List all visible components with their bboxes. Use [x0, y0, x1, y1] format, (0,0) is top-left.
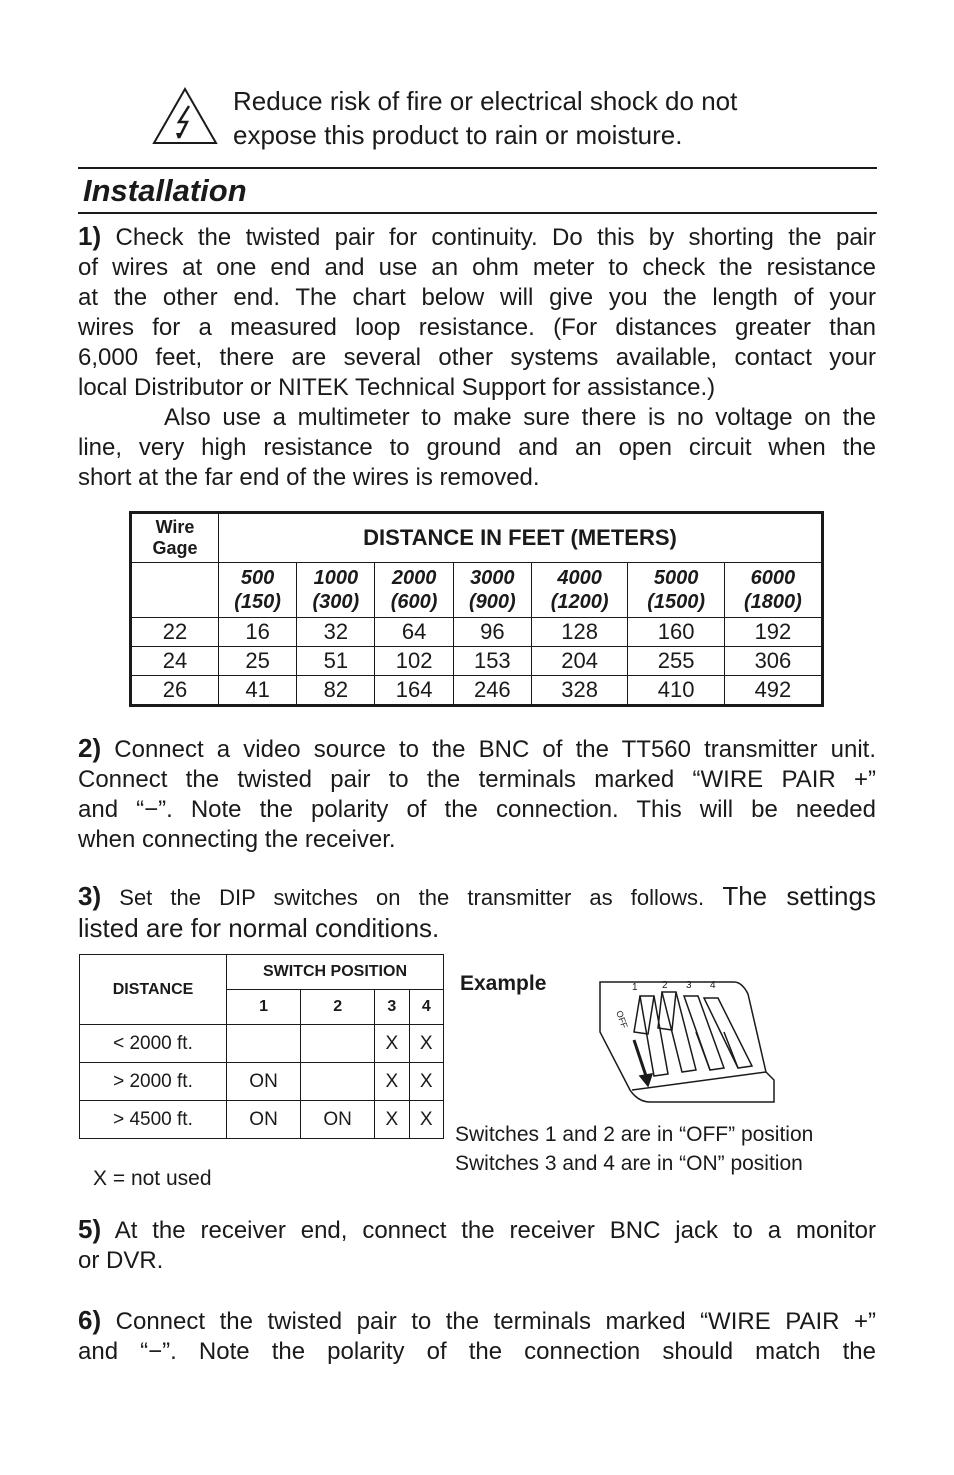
distance-column-header: 6000 (1800) [724, 563, 822, 618]
switch-cell: X [409, 1063, 443, 1101]
example-label: Example [460, 972, 547, 995]
text-line: short at the far end of the wires is removed. [78, 464, 540, 491]
warning-text [233, 84, 737, 152]
switch-number: 3 [375, 990, 409, 1025]
distance-column-header: 3000 (900) [453, 563, 531, 618]
text-line: 6,000 feet, there are several other systems available, contact your [78, 344, 876, 371]
text-line: and “−”. Note the polarity of the connection should match the [78, 1338, 876, 1365]
gage-cell: 22 [131, 618, 219, 647]
step-number: 3) [78, 881, 102, 911]
gage-cell: 24 [131, 647, 219, 676]
not-used-note: X = not used [93, 1167, 212, 1190]
distance-columns-row [131, 563, 823, 618]
distance-header: DISTANCE IN FEET (METERS) [219, 513, 823, 563]
switch-cell [301, 1025, 375, 1063]
distance-column-header: 4000 (1200) [531, 563, 627, 618]
warning-line: Reduce risk of fire or electrical shock do not [233, 86, 738, 116]
distance-cell: 102 [375, 647, 453, 676]
step-1-paragraph [78, 221, 876, 493]
distance-cell: 328 [531, 676, 627, 706]
text-line: wires for a measured loop resistance. (For distances greater than [78, 314, 876, 341]
distance-cell: 64 [375, 618, 453, 647]
dip-off-label: OFF [614, 1009, 630, 1030]
dip-number: 2 [662, 980, 668, 991]
switch-cell [301, 1063, 375, 1101]
step-5-paragraph [78, 1214, 876, 1276]
switch-cell: ON [227, 1063, 301, 1101]
table-row [131, 676, 823, 706]
caption-line: Switches 3 and 4 are in “ON” position [455, 1152, 803, 1175]
switch-cell: X [409, 1025, 443, 1063]
dip-switch-diagram [596, 976, 780, 1110]
switch-table [79, 954, 444, 1139]
distance-column-header: 500 (150) [219, 563, 297, 618]
table-row [80, 1025, 444, 1063]
text-line: Also use a multimeter to make sure there is no voltage on the [164, 404, 876, 431]
dip-number: 1 [632, 982, 638, 993]
divider [78, 167, 877, 169]
empty-cell [131, 563, 219, 618]
distance-column-header: 2000 (600) [375, 563, 453, 618]
example-caption [455, 1120, 813, 1178]
switch-number: 1 [227, 990, 301, 1025]
step-2-paragraph [78, 733, 876, 855]
step-number: 6) [78, 1305, 102, 1335]
gage-header: Wire Gage [131, 513, 219, 563]
distance-cell: 410 [628, 676, 724, 706]
switch-number: 2 [301, 990, 375, 1025]
text-line: 2) Connect a video source to the BNC of the TT560 transmitter unit. [78, 733, 876, 763]
dip-number: 4 [710, 980, 716, 991]
text-line: or DVR. [78, 1247, 164, 1274]
distance-cell: 246 [453, 676, 531, 706]
switch-cell: X [375, 1025, 409, 1063]
table-row [80, 1063, 444, 1101]
distance-cell: 32 [297, 618, 375, 647]
switch-cell: X [409, 1101, 443, 1139]
distance-cell: 306 [724, 647, 822, 676]
switch-cell: X [375, 1063, 409, 1101]
distance-cell: 204 [531, 647, 627, 676]
dip-number: 3 [686, 980, 692, 991]
distance-cell: 25 [219, 647, 297, 676]
distance-cell: < 2000 ft. [80, 1025, 227, 1063]
distance-cell: 128 [531, 618, 627, 647]
distance-table [129, 511, 824, 707]
distance-column-header: 5000 (1500) [628, 563, 724, 618]
distance-cell: > 2000 ft. [80, 1063, 227, 1101]
table-row [131, 618, 823, 647]
switch-cell: X [375, 1101, 409, 1139]
text-line: listed are for normal conditions. [78, 913, 440, 943]
switch-cell: ON [301, 1101, 375, 1139]
gage-cell: 26 [131, 676, 219, 706]
distance-cell: 82 [297, 676, 375, 706]
electrical-hazard-icon [152, 86, 218, 146]
distance-cell: 164 [375, 676, 453, 706]
distance-column-header: 1000 (300) [297, 563, 375, 618]
distance-cell: 41 [219, 676, 297, 706]
text-line: 1) Check the twisted pair for continuity. Do this by shorting the pair [78, 221, 876, 251]
switch-cell [227, 1025, 301, 1063]
distance-cell: 16 [219, 618, 297, 647]
distance-cell: 192 [724, 618, 822, 647]
step-number: 1) [78, 221, 102, 251]
text-line: line, very high resistance to ground and an open circuit when the [78, 434, 876, 461]
text-line: and “−”. Note the polarity of the connection. This will be needed [78, 796, 876, 823]
distance-cell: 255 [628, 647, 724, 676]
text-line: of wires at one end and use an ohm meter to check the resistance [78, 254, 876, 281]
step-number: 5) [78, 1214, 102, 1244]
switch-cell: ON [227, 1101, 301, 1139]
text-line: Connect the twisted pair to the terminals marked “WIRE PAIR +” [78, 766, 876, 793]
text-line: at the other end. The chart below will give you the length of your [78, 284, 876, 311]
text-line: 5) At the receiver end, connect the receiver BNC jack to a monitor [78, 1214, 877, 1244]
distance-cell: 51 [297, 647, 375, 676]
text-line: 3) Set the DIP switches on the transmitter as follows. The settings [78, 881, 876, 911]
step-number: 2) [78, 733, 102, 763]
distance-header: DISTANCE [80, 955, 227, 1025]
text-line: local Distributor or NITEK Technical Support for assistance.) [78, 374, 716, 401]
text-line: 6) Connect the twisted pair to the terminals marked “WIRE PAIR +” [78, 1305, 877, 1335]
divider [78, 212, 877, 214]
distance-cell: 160 [628, 618, 724, 647]
distance-cell: > 4500 ft. [80, 1101, 227, 1139]
step-3-paragraph [78, 881, 876, 943]
distance-cell: 492 [724, 676, 822, 706]
step-6-paragraph [78, 1305, 876, 1367]
warning-line: expose this product to rain or moisture. [233, 120, 683, 150]
table-row [131, 647, 823, 676]
distance-cell: 153 [453, 647, 531, 676]
caption-line: Switches 1 and 2 are in “OFF” position [455, 1123, 814, 1146]
switch-position-header: SWITCH POSITION [227, 955, 444, 990]
switch-number: 4 [409, 990, 443, 1025]
text-line: when connecting the receiver. [78, 826, 396, 853]
distance-cell: 96 [453, 618, 531, 647]
section-heading: Installation [83, 173, 247, 208]
table-row [80, 1101, 444, 1139]
